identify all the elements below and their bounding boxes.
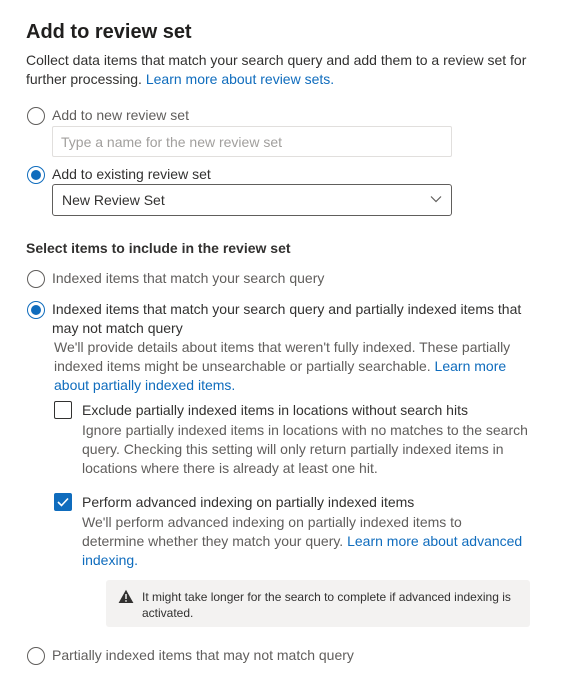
partial-desc-line1: We'll provide details about items that weren't fully indexed. These partially [54,339,511,355]
indexed-and-partial-label-line2: may not match query [52,320,183,336]
panel-description [26,51,538,89]
learn-more-advanced-link-part2[interactable]: indexing. [82,552,139,568]
partial-only-label[interactable]: Partially indexed items that may not match query [52,647,354,663]
warning-line2: activated. [142,606,194,620]
exclude-desc-line3: locations where there is already at least one hit. [82,460,378,476]
description-text: Collect data items that match your search query and add them to a review set for further processing. [26,52,527,87]
items-section-heading: Select items to include in the review set [26,240,291,256]
learn-more-advanced-link-part1[interactable]: Learn more about advanced [347,533,523,549]
exclude-desc-line2: query. Checking this setting will only return partially indexed items in [82,441,504,457]
advanced-desc-line2: determine whether they match your query. [82,533,348,549]
learn-more-partial-link-part1[interactable]: Learn more [434,358,507,374]
advanced-indexing-checkbox[interactable] [54,493,72,511]
indexed-items-label[interactable]: Indexed items that match your search query [52,270,325,286]
indexed-and-partial-label-line1: Indexed items that match your search query and partially indexed items that [52,301,522,317]
indexed-and-partial-label[interactable] [52,300,532,338]
existing-review-set-dropdown[interactable] [52,184,452,216]
new-review-set-radio[interactable] [27,107,45,125]
indexed-and-partial-description [54,338,534,395]
partial-desc-line2: indexed items might be unsearchable or partially searchable. [54,358,435,374]
warning-line1: It might take longer for the search to complete if advanced indexing is [142,590,511,604]
existing-review-set-label[interactable]: Add to existing review set [52,166,211,182]
learn-more-review-sets-link[interactable]: Learn more about review sets. [145,71,335,87]
dropdown-selected-value: New Review Set [62,192,165,208]
chevron-down-icon [430,195,442,203]
partial-only-radio[interactable] [27,647,45,665]
existing-review-set-radio[interactable] [27,166,45,184]
warning-text [142,589,522,621]
exclude-desc-line1: Ignore partially indexed items in locations with no matches to the search [82,422,528,438]
exclude-partial-checkbox[interactable] [54,401,72,419]
indexed-items-radio[interactable] [27,270,45,288]
new-review-set-name-input[interactable] [52,126,452,157]
advanced-indexing-label[interactable]: Perform advanced indexing on partially indexed items [82,494,415,510]
warning-icon [118,589,134,604]
exclude-partial-label[interactable]: Exclude partially indexed items in locations without search hits [82,402,468,418]
panel-title: Add to review set [26,21,192,43]
advanced-indexing-description [82,513,542,570]
learn-more-partial-link-part2[interactable]: about partially indexed items. [54,377,236,393]
checkmark-icon [57,497,69,507]
new-review-set-label[interactable]: Add to new review set [52,107,189,123]
advanced-indexing-warning [106,580,530,627]
advanced-desc-line1: We'll perform advanced indexing on partially indexed items to [82,514,462,530]
exclude-partial-description [82,421,542,478]
indexed-and-partial-radio[interactable] [27,301,45,319]
